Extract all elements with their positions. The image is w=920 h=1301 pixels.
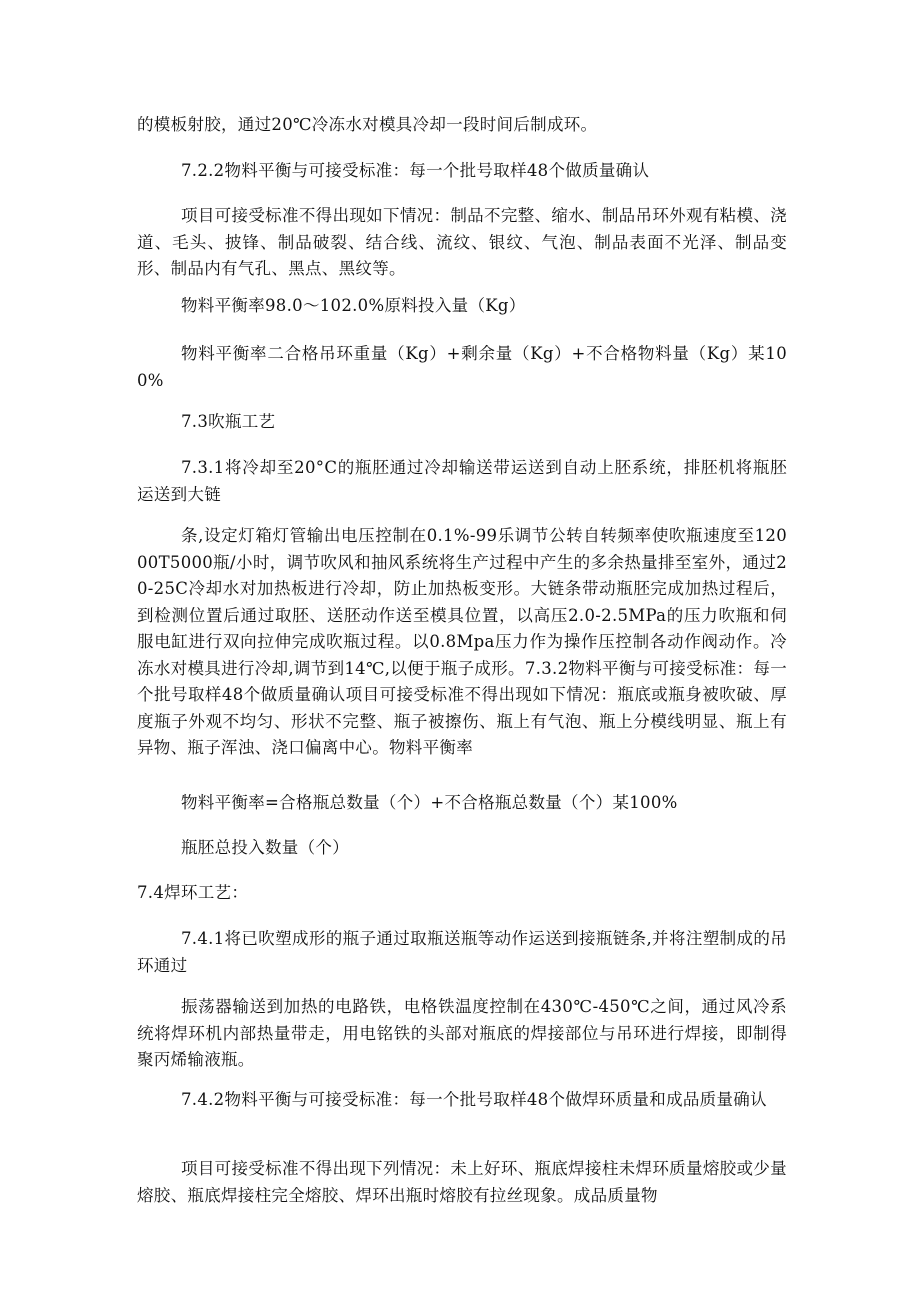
- paragraph-3: 项目可接受标准不得出现如下情况：制品不完整、缩水、制品吊环外观有粘模、浇道、毛头、披锋、制品破裂、结合线、流纹、银纹、气泡、制品表面不光泽、制品变形、制品内有气孔、黑点、黑纹等。: [137, 206, 787, 278]
- paragraph-6: 7.3吹瓶工艺: [181, 412, 276, 431]
- paragraph-1: 的模板射胶，通过20℃冷冻水对模具冷却一段时间后制成环。: [137, 115, 598, 134]
- paragraph-15: 项目可接受标准不得出现下列情况：未上好环、瓶底焊接柱未焊环质量熔胶或少量熔胶、瓶底焊接柱完全熔胶、焊环出瓶时熔胶有拉丝现象。成品质量物: [137, 1159, 787, 1205]
- paragraph-2: 7.2.2物料平衡与可接受标准：每一个批号取样48个做质量确认: [181, 161, 650, 180]
- paragraph-12: 7.4.1将已吹塑成形的瓶子通过取瓶送瓶等动作运送到接瓶链条,并将注塑制成的吊环通过: [137, 929, 787, 975]
- paragraph-9: 物料平衡率=合格瓶总数量（个）+不合格瓶总数量（个）某100%: [181, 793, 678, 812]
- paragraph-7: 7.3.1将冷却至20°C的瓶胚通过冷却输送带运送到自动上胚系统，排胚机将瓶胚运送到大链: [137, 458, 787, 504]
- paragraph-5: 物料平衡率二合格吊环重量（Kg）+剩余量（Kg）+不合格物料量（Kg）某100%: [137, 344, 787, 390]
- paragraph-11: 7.4焊环工艺：: [137, 883, 249, 902]
- paragraph-4: 物料平衡率98.0～102.0%原料投入量（Kg）: [181, 296, 526, 315]
- paragraph-14: 7.4.2物料平衡与可接受标准：每一个批号取样48个做焊环质量和成品质量确认: [181, 1090, 767, 1109]
- paragraph-10: 瓶胚总投入数量（个）: [181, 838, 349, 857]
- paragraph-8: 条,设定灯箱灯管输出电压控制在0.1%-99乐调节公转自转频率使吹瓶速度至12000T5000瓶/小时，调节吹风和抽风系统将生产过程中产生的多余热量排至室外，通过20-25C冷却水对加热板进行冷却，防止加热板变形。大链条带动瓶胚完成加热过程后，到检测位置后通过取胚、送胚动作送至模具位置，以高压2.0-2.5MPa的压力吹瓶和伺服电缸进行双向拉伸完成吹瓶过程。以0.8Mpa压力作为操作压控制各动作阀动作。冷冻水对模具进行冷却,调节到14℃,以便于瓶子成形。7.3.2物料平衡与可接受标准：每一个批号取样48个做质量确认项目可接受标准不得出现如下情况：瓶底或瓶身被吹破、厚度瓶子外观不均匀、形状不完整、瓶子被擦伤、瓶上有气泡、瓶上分模线明显、瓶上有异物、瓶子浑浊、浇口偏离中心。物料平衡率: [137, 526, 787, 757]
- paragraph-13: 振荡器输送到加热的电路铁，电格铁温度控制在430℃-450℃之间，通过风冷系统将焊环机内部热量带走，用电铭铁的头部对瓶底的焊接部位与吊环进行焊接，即制得聚丙烯输液瓶。: [137, 997, 787, 1069]
